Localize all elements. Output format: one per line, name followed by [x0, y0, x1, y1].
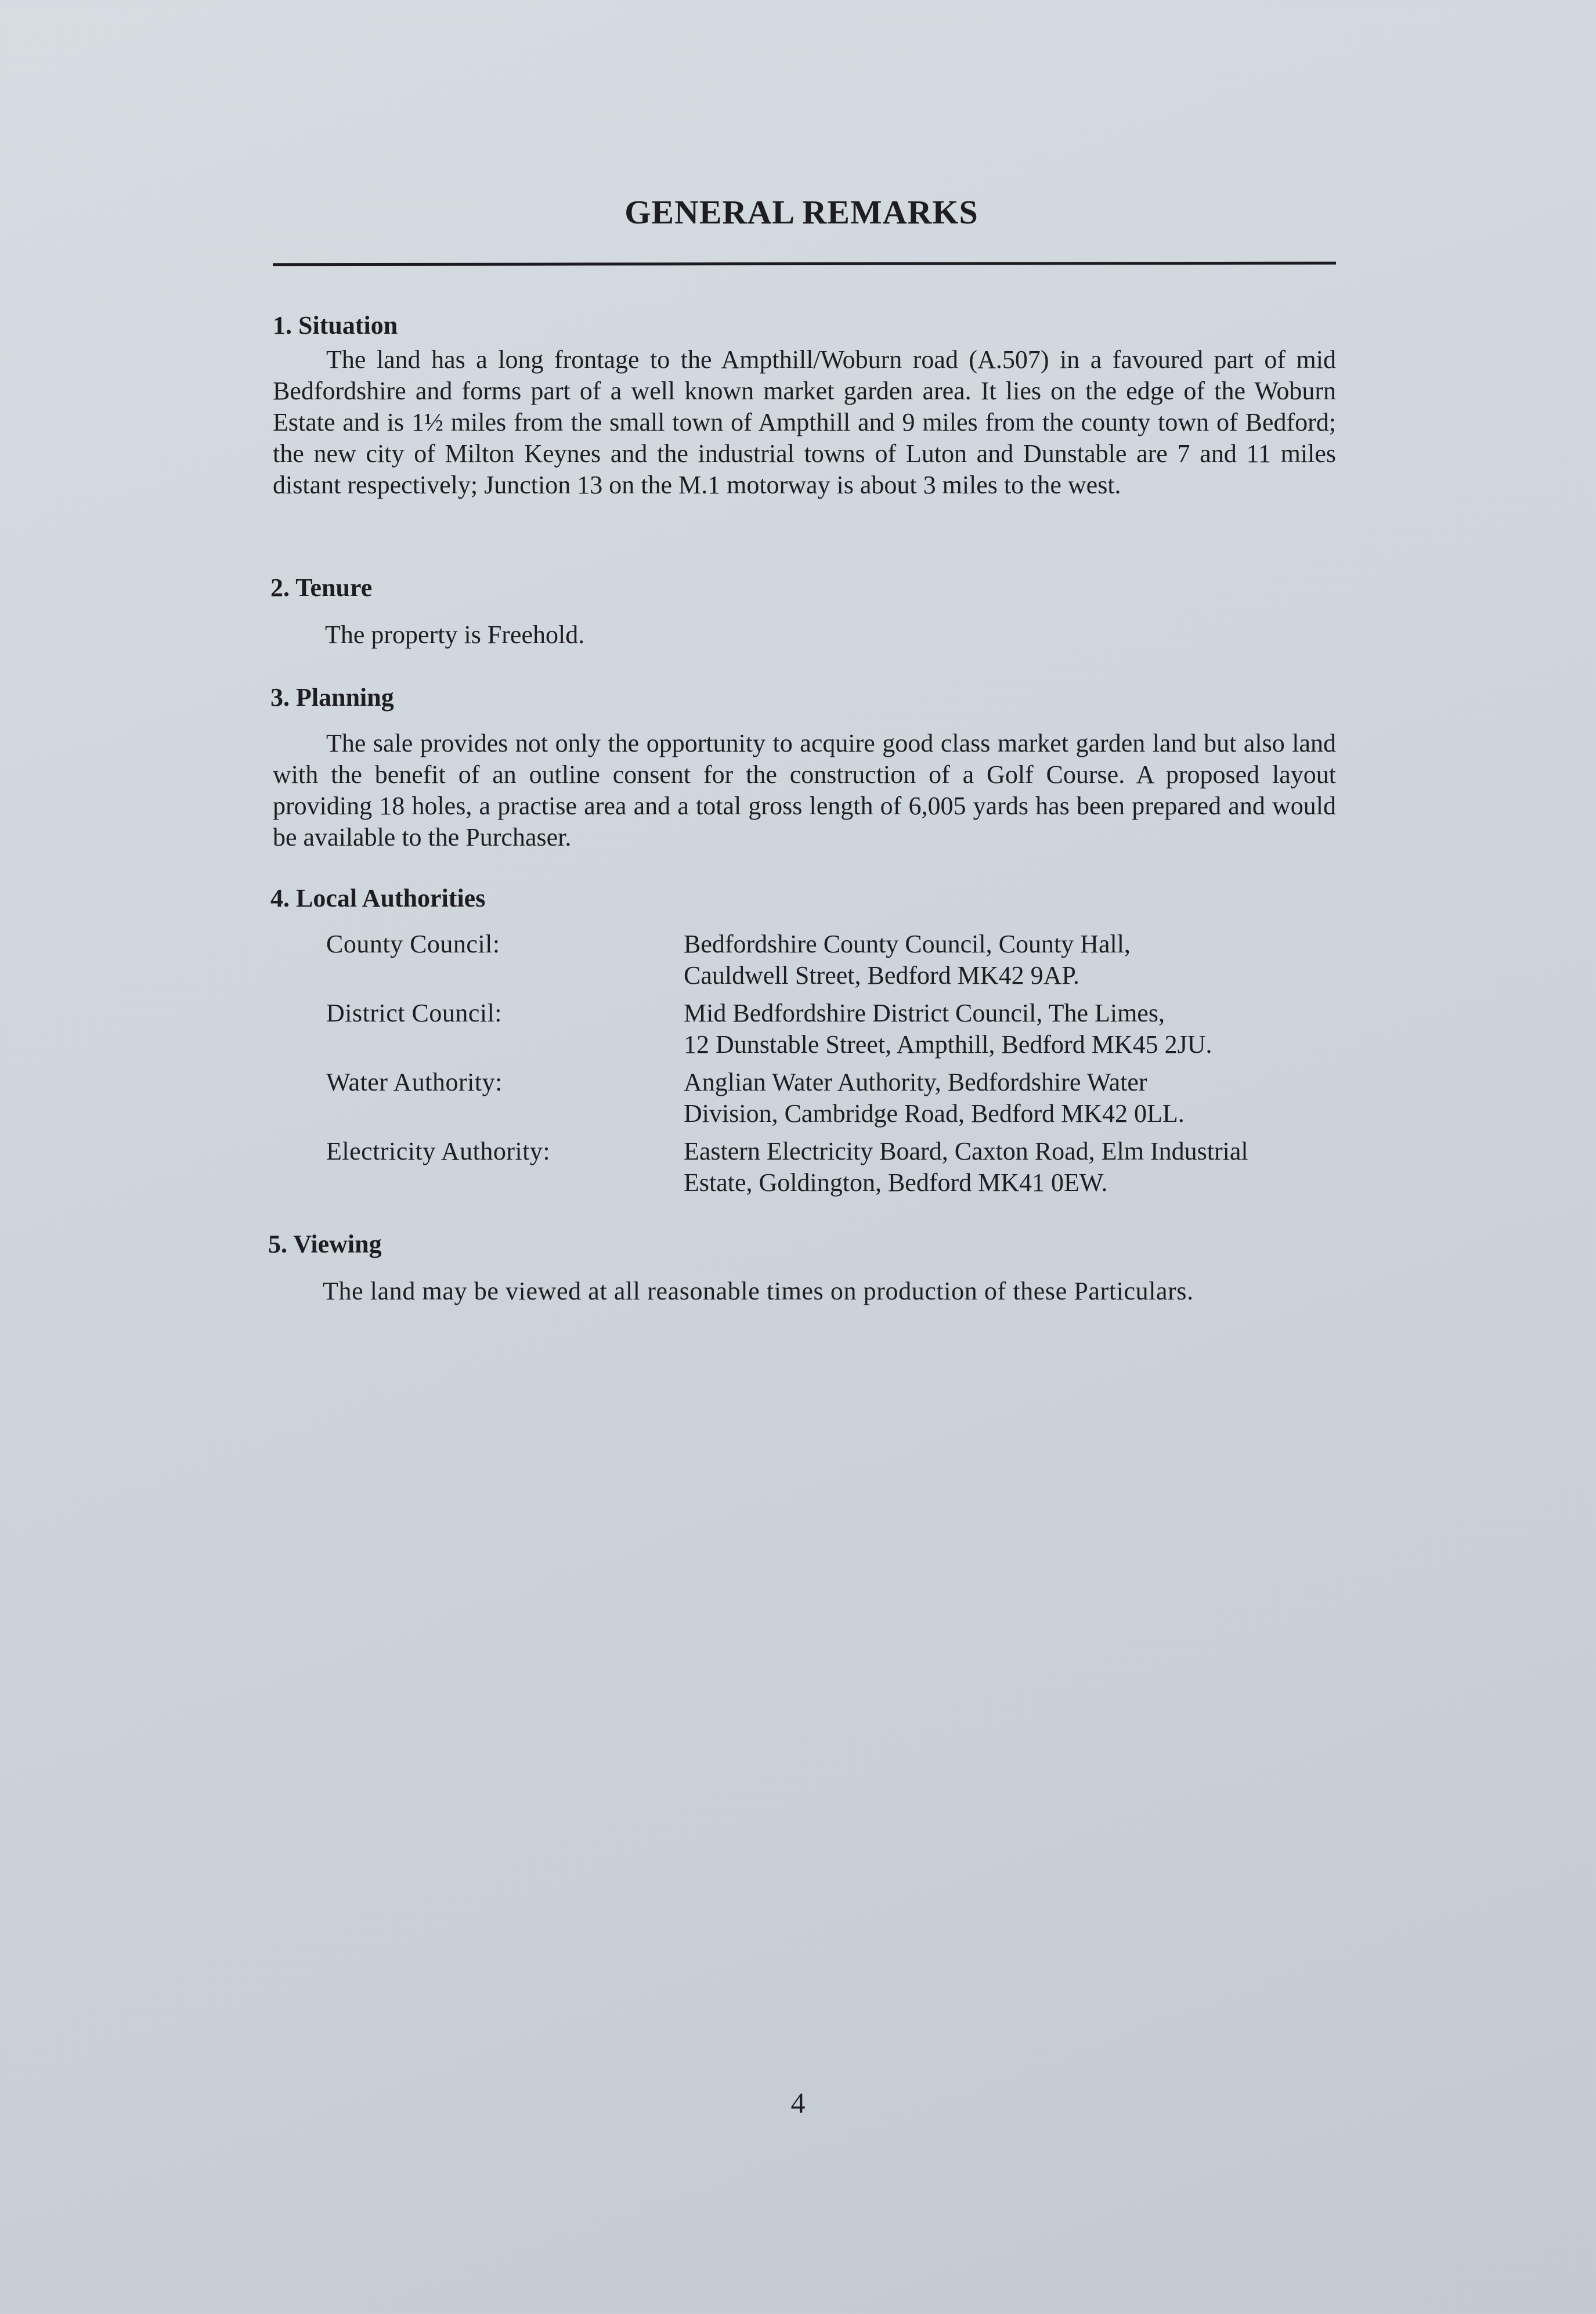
authority-label: Electricity Authority: [326, 1137, 551, 1165]
title-divider [273, 262, 1336, 266]
section-heading-tenure: 2. Tenure [270, 573, 373, 602]
authority-label: District Council: [326, 999, 503, 1027]
authority-address-line: Mid Bedfordshire District Council, The Limes, [684, 999, 1165, 1027]
section-body-viewing: The land may be viewed at all reasonable times on production of these Particulars. [323, 1277, 1194, 1305]
authority-address-line: Cauldwell Street, Bedford MK42 9AP. [684, 961, 1079, 990]
section-heading-situation: 1. Situation [273, 311, 398, 340]
authority-address-line: Division, Cambridge Road, Bedford MK42 0LL. [684, 1099, 1185, 1128]
authority-address-line: Eastern Electricity Board, Caxton Road, Elm Industrial [684, 1137, 1248, 1165]
authority-label: Water Authority: [326, 1068, 503, 1096]
section-body-situation: The land has a long frontage to the Ampthill/Woburn road (A.507) in a favoured part of mid Bedfordshire and forms part of a well known market garden area. It lies on the edge of the Woburn Estate and is 1½ miles from the small town of Ampthill and 9 miles from the county town of Bedford; the new city of Milton Keynes and the industrial towns of Luton and Dunstable are 7 and 11 miles distant respectively; Junction 13 on the M.1 motorway is about 3 miles to the west. [273, 345, 1336, 499]
section-heading-planning: 3. Planning [270, 683, 394, 712]
authority-address-line: Anglian Water Authority, Bedfordshire Water [684, 1068, 1147, 1096]
authority-address-line: Bedfordshire County Council, County Hall, [684, 930, 1131, 958]
section-heading-local-authorities: 4. Local Authorities [270, 884, 486, 912]
authority-label: County Council: [326, 930, 500, 958]
authority-address-line: 12 Dunstable Street, Ampthill, Bedford MK45 2JU. [684, 1030, 1212, 1059]
section-body-tenure: The property is Freehold. [325, 620, 585, 649]
section-heading-viewing: 5. Viewing [268, 1230, 382, 1258]
page-number: 4 [790, 2086, 806, 2119]
authority-address-line: Estate, Goldington, Bedford MK41 0EW. [684, 1168, 1108, 1197]
section-body-planning: The sale provides not only the opportunity to acquire good class market garden land but also land with the benefit of an outline consent for the construction of a Golf Course. A proposed layout providing 18 holes, a practise area and a total gross length of 6,005 yards has been prepared and would be available to the Purchaser. [273, 729, 1336, 851]
page-title: GENERAL REMARKS [624, 193, 978, 231]
